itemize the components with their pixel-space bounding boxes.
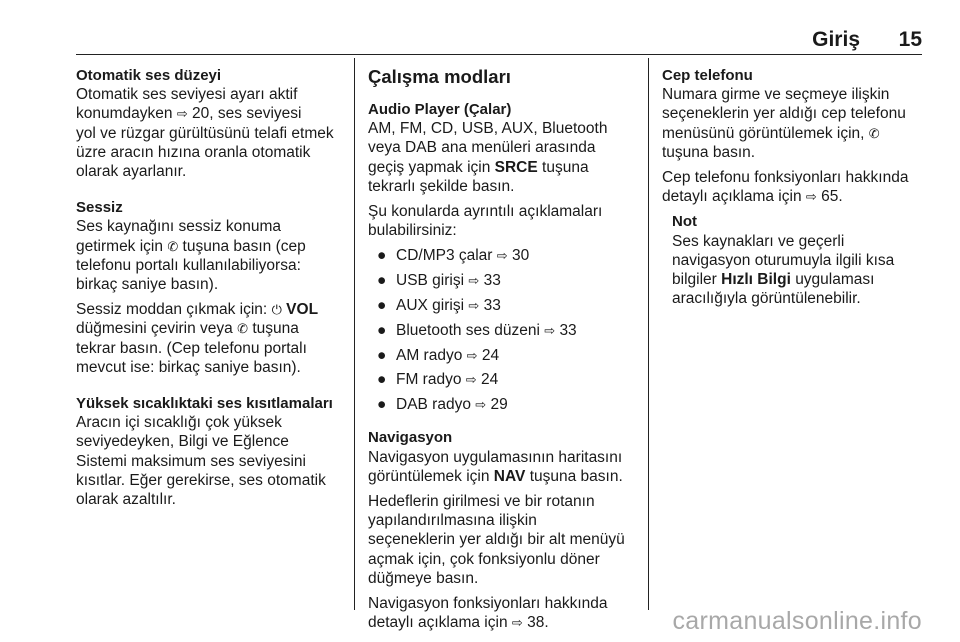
text-line: tekrarlı şekilde basın. xyxy=(368,177,515,195)
nav-label: NAV xyxy=(493,467,526,485)
item-label: Bluetooth ses düzeni xyxy=(396,321,540,339)
page-ref[interactable]: 33 xyxy=(559,321,577,339)
text-line: veya DAB ana menüleri arasında xyxy=(368,139,596,157)
phone-icon: ✆ xyxy=(237,321,249,337)
section-high-temp xyxy=(76,394,344,509)
section-phone xyxy=(662,66,924,206)
bullet-icon: ● xyxy=(377,396,387,414)
page-ref-icon: ⇨ xyxy=(544,322,556,338)
list-item xyxy=(368,246,636,265)
section-heading: Yüksek sıcaklıktaki ses kısıtlamaları xyxy=(76,395,333,413)
text-line: bulabilirsiniz: xyxy=(368,222,457,240)
text-line: mevcut ise: birkaç saniye basın). xyxy=(76,358,301,376)
text-line: tekrar basın. (Cep telefonu portalı xyxy=(76,339,307,357)
page-ref[interactable]: 24 xyxy=(481,371,499,389)
section-audio-player xyxy=(368,100,636,414)
text-line: seviyedeyken, Bilgi ve Eğlence xyxy=(76,433,289,451)
quick-info-label: Hızlı Bilgi xyxy=(721,271,791,289)
text-line: Hedeflerin girilmesi ve bir rotanın xyxy=(368,493,595,511)
page-ref[interactable]: 33 xyxy=(483,272,501,290)
text-span: uygulaması xyxy=(795,271,875,289)
text-line: Ses kaynakları ve geçerli xyxy=(672,232,845,250)
section-heading: Audio Player (Çalar) xyxy=(368,101,512,118)
text-line: Otomatik ses seviyesi ayarı aktif xyxy=(76,86,298,104)
page-header xyxy=(76,28,922,50)
section-navigation xyxy=(368,428,636,632)
text-line: kısıtlar. Eğer gerekirse, ses otomatik xyxy=(76,471,326,489)
text-span: getirmek için xyxy=(76,237,163,255)
list-item xyxy=(368,271,636,290)
page-ref[interactable]: 24 xyxy=(481,346,500,364)
text-line: aracılığıyla görüntülenebilir. xyxy=(672,290,861,308)
bullet-icon: ● xyxy=(377,272,387,290)
bullet-icon: ● xyxy=(377,247,387,265)
item-label: FM radyo xyxy=(396,371,462,389)
section-heading: Navigasyon xyxy=(368,429,453,447)
text-line: seçeneklerin yer aldığı cep telefonu xyxy=(662,105,906,123)
list-item xyxy=(368,296,636,315)
paragraph xyxy=(368,492,636,588)
bullet-icon: ● xyxy=(377,297,387,315)
text-line xyxy=(368,613,636,632)
text-line xyxy=(662,187,924,206)
page-ref[interactable]: 33 xyxy=(483,297,501,315)
text-line: AM, FM, CD, USB, AUX, Bluetooth xyxy=(368,120,608,138)
paragraph xyxy=(368,119,636,196)
item-label: CD/MP3 çalar xyxy=(396,247,493,265)
header-divider xyxy=(76,54,922,55)
column-3 xyxy=(662,66,924,308)
text-line: açmak için, çok fonksiyonlu döner xyxy=(368,550,600,568)
text-span: geçiş yapmak için xyxy=(368,158,491,176)
page-ref-icon: ⇨ xyxy=(805,189,817,205)
note-heading: Not xyxy=(672,213,697,231)
list-item xyxy=(368,395,636,414)
text-line: navigasyon oturumuyla ilgili kısa xyxy=(672,251,895,269)
text-line: üzre aracın hızına oranla otomatik xyxy=(76,143,311,161)
text-line: Numara girme ve seçmeye ilişkin xyxy=(662,86,890,104)
item-label: DAB radyo xyxy=(396,396,471,414)
paragraph xyxy=(662,168,924,206)
column-divider-2 xyxy=(648,58,649,610)
list-item xyxy=(368,370,636,389)
section-title: Çalışma modları xyxy=(368,66,511,87)
paragraph xyxy=(76,217,344,294)
section-mute xyxy=(76,198,344,377)
text-line xyxy=(662,124,924,143)
text-span: tuşuna basın. xyxy=(529,467,623,485)
text-line: düğmeye basın. xyxy=(368,569,479,587)
power-icon: ⏻ xyxy=(271,302,282,318)
srce-label: SRCE xyxy=(494,158,538,176)
text-line: seçeneklerin yer aldığı bir alt menüyü xyxy=(368,531,625,549)
page-ref-icon: ⇨ xyxy=(468,273,480,289)
item-label: AUX girişi xyxy=(396,297,465,315)
bullet-icon: ● xyxy=(377,371,387,389)
text-line: Aracın içi sıcaklığı çok yüksek xyxy=(76,414,282,432)
paragraph xyxy=(368,202,636,240)
page-ref-icon: ⇨ xyxy=(176,106,188,122)
text-span: detaylı açıklama için xyxy=(368,614,508,632)
page-number: 15 xyxy=(898,28,922,51)
vol-label: VOL xyxy=(286,301,319,319)
text-span: tuşuna basın (cep xyxy=(182,237,306,255)
text-line xyxy=(368,467,636,486)
text-span: düğmesini çevirin veya xyxy=(76,320,233,338)
text-span: konumdayken xyxy=(76,105,173,123)
text-line: Sistemi maksimum ses seviyesini xyxy=(76,452,306,470)
bullet-icon: ● xyxy=(377,346,387,364)
text-line: Ses kaynağını sessiz konuma xyxy=(76,218,282,236)
section-heading: Sessiz xyxy=(76,199,123,217)
text-line: Şu konularda ayrıntılı açıklamaları xyxy=(368,203,603,221)
text-span: tuşuna xyxy=(542,158,589,176)
text-line: yapılandırılmasına ilişkin xyxy=(368,512,537,530)
text-line xyxy=(672,270,924,289)
text-span: bilgiler xyxy=(672,271,717,289)
watermark: carmanualsonline.info xyxy=(672,607,922,635)
text-line: Navigasyon fonksiyonları hakkında xyxy=(368,595,608,613)
paragraph xyxy=(662,85,924,162)
note-box xyxy=(672,212,924,308)
list-item xyxy=(368,321,636,340)
text-span: Sessiz moddan çıkmak için: xyxy=(76,301,268,319)
text-line xyxy=(76,104,344,123)
text-line: olarak ayarlanır. xyxy=(76,163,187,181)
bullet-icon: ● xyxy=(377,321,387,339)
paragraph xyxy=(368,594,636,632)
text-span: detaylı açıklama için xyxy=(662,188,802,206)
page-ref-icon: ⇨ xyxy=(475,397,487,413)
text-span: 20, ses seviyesi xyxy=(192,105,302,123)
phone-icon: ✆ xyxy=(868,125,880,141)
source-list xyxy=(368,246,636,414)
text-span: tuşuna xyxy=(252,320,299,338)
text-line: Navigasyon uygulamasının haritasını xyxy=(368,448,623,466)
page-ref[interactable]: 30 xyxy=(512,247,530,265)
paragraph xyxy=(76,300,344,377)
item-label: USB girişi xyxy=(396,272,465,290)
phone-icon: ✆ xyxy=(167,238,179,254)
text-line xyxy=(76,237,344,256)
list-item xyxy=(368,346,636,365)
page-ref-icon: ⇨ xyxy=(468,298,480,314)
page-ref-icon: ⇨ xyxy=(496,248,508,264)
text-line: telefonu portalı kullanılabiliyorsa: xyxy=(76,256,301,274)
text-span: görüntülemek için xyxy=(368,467,490,485)
page-ref[interactable]: 65. xyxy=(821,188,843,206)
text-line: yol ve rüzgar gürültüsünü telafi etmek xyxy=(76,124,334,142)
page-ref-icon: ⇨ xyxy=(511,615,523,631)
paragraph xyxy=(368,448,636,486)
text-line: olarak azaltılır. xyxy=(76,491,176,509)
page-ref-icon: ⇨ xyxy=(465,372,477,388)
section-auto-volume xyxy=(76,66,344,181)
text-line: Cep telefonu fonksiyonları hakkında xyxy=(662,169,909,187)
item-label: AM radyo xyxy=(396,346,463,364)
text-line: birkaç saniye basın). xyxy=(76,276,219,294)
text-line xyxy=(76,319,344,338)
text-line xyxy=(368,158,636,177)
section-heading: Cep telefonu xyxy=(662,67,753,84)
column-1 xyxy=(76,66,344,526)
page-title: Giriş xyxy=(812,28,860,51)
page-ref[interactable]: 38. xyxy=(527,614,549,632)
page-ref-icon: ⇨ xyxy=(466,347,478,363)
column-2 xyxy=(368,66,636,632)
column-divider-1 xyxy=(354,58,355,610)
text-span: menüsünü görüntülemek için, xyxy=(662,124,865,142)
text-line: tuşuna basın. xyxy=(662,143,756,161)
text-line xyxy=(76,300,344,319)
section-heading: Otomatik ses düzeyi xyxy=(76,67,222,84)
page-ref[interactable]: 29 xyxy=(490,396,508,414)
